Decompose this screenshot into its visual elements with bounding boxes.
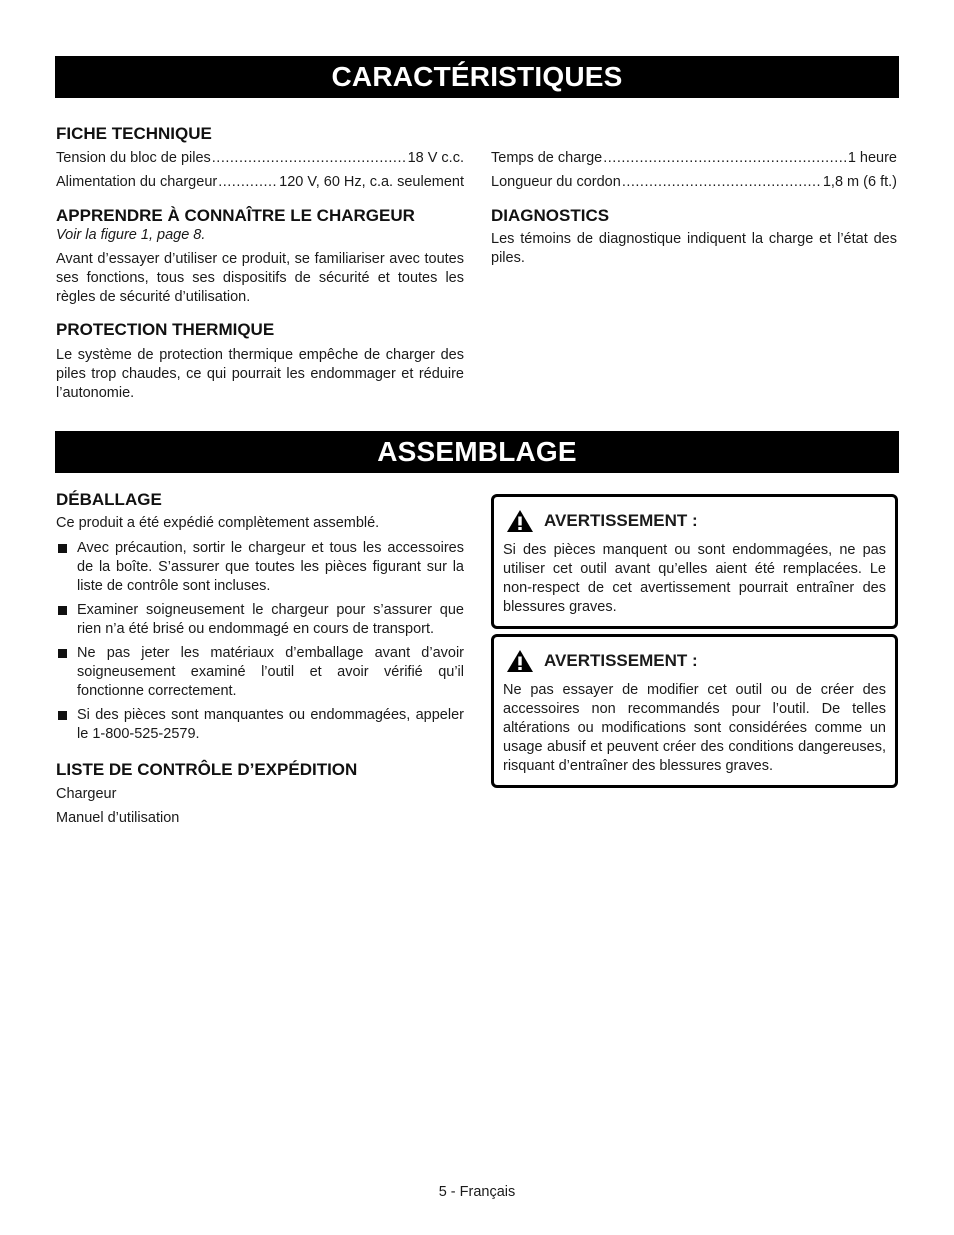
deballage-list — [56, 539, 464, 744]
bullet-square-icon — [58, 606, 67, 615]
list-item — [56, 644, 464, 701]
list-item-text: Avec précaution, sortir le chargeur et tous les accessoires de la boîte. S’assurer que toutes les pièces figurant sur la liste de contrôle sont incluses. — [77, 540, 464, 594]
bullet-square-icon — [58, 544, 67, 553]
leader-dots — [212, 146, 407, 170]
leader-dots — [603, 146, 847, 170]
deballage-intro: Ce produit a été expédié complètement assemblé. — [56, 515, 380, 531]
spec-value: 18 V c.c. — [407, 150, 464, 166]
deballage-section — [56, 490, 464, 830]
spec-row-temps — [491, 146, 897, 170]
warning-box-1 — [491, 494, 898, 629]
fiche-technique-right — [491, 146, 897, 268]
leader-dots — [218, 170, 278, 194]
deballage-heading: DÉBALLAGE — [56, 490, 162, 509]
figure-reference: Voir la figure 1, page 8. — [56, 227, 206, 243]
spec-label: Tension du bloc de piles — [56, 150, 211, 166]
spec-value: 1 heure — [847, 150, 897, 166]
spec-value: 120 V, 60 Hz, c.a. seulement — [279, 174, 464, 190]
warning-title: AVERTISSEMENT : — [544, 511, 698, 530]
liste-controle-heading: LISTE DE CONTRÔLE D’EXPÉDITION — [56, 760, 358, 779]
warning-text: Si des pièces manquent ou sont endommagées, ne pas utiliser cet outil avant qu’elles aient été remplacées. Le non-respect de cet avertissement pourrait entraîner des blessures graves. — [503, 542, 886, 615]
warning-header — [503, 649, 886, 673]
apprendre-heading: APPRENDRE À CONNAÎTRE LE CHARGEUR — [56, 206, 415, 225]
bullet-square-icon — [58, 711, 67, 720]
spec-row-alimentation — [56, 170, 464, 194]
spec-row-cordon — [491, 170, 897, 194]
spec-label: Longueur du cordon — [491, 174, 621, 190]
warning-header — [503, 509, 886, 533]
spec-label: Temps de charge — [491, 150, 603, 166]
spec-row-tension — [56, 146, 464, 170]
list-item-text: Examiner soigneusement le chargeur pour s’assurer que rien n’a été brisé ou endommagé en cours de transport. — [77, 602, 464, 637]
warning-box-2 — [491, 634, 898, 788]
liste-item-chargeur: Chargeur — [56, 786, 117, 802]
warning-triangle-icon — [506, 509, 534, 533]
list-item-text: Ne pas jeter les matériaux d’emballage avant d’avoir soigneusement examiné l’outil et avoir vérifié qu’il fonctionne correctement. — [77, 645, 464, 699]
bullet-square-icon — [58, 649, 67, 658]
warning-text: Ne pas essayer de modifier cet outil ou de créer des accessoires non recommandés pour l’outil. De telles altérations ou modifications sont considérées comme un usage abusif et peuvent créer des conditions dangereuses, risquant d’entraîner des blessures graves. — [503, 682, 886, 774]
spec-label: Alimentation du chargeur — [56, 174, 218, 190]
assemblage-banner: ASSEMBLAGE — [55, 431, 899, 473]
protection-thermique-heading: PROTECTION THERMIQUE — [56, 320, 275, 339]
fiche-technique-left — [56, 124, 464, 403]
apprendre-text: Avant d’essayer d’utiliser ce produit, se familiariser avec toutes ses fonctions, tous ses dispositifs de sécurité et toutes les règles de sécurité d’utilisation. — [56, 251, 464, 305]
fiche-technique-heading: FICHE TECHNIQUE — [56, 124, 212, 143]
protection-thermique-text: Le système de protection thermique empêche de charger des piles trop chaudes, ce qui pourrait les endommager et réduire l’autonomie. — [56, 347, 464, 401]
list-item — [56, 601, 464, 639]
diagnostics-text: Les témoins de diagnostique indiquent la charge et l’état des piles. — [491, 231, 897, 266]
list-item — [56, 706, 464, 744]
warning-title: AVERTISSEMENT : — [544, 651, 698, 670]
page-footer: 5 - Français — [438, 1184, 516, 1200]
caracteristiques-banner: CARACTÉRISTIQUES — [55, 56, 899, 98]
leader-dots — [622, 170, 822, 194]
spec-value: 1,8 m (6 ft.) — [822, 174, 897, 190]
liste-item-manuel: Manuel d’utilisation — [56, 810, 180, 826]
diagnostics-heading: DIAGNOSTICS — [491, 206, 610, 225]
list-item — [56, 539, 464, 596]
warning-triangle-icon — [506, 649, 534, 673]
list-item-text: Si des pièces sont manquantes ou endommagées, appeler le 1-800-525-2579. — [77, 707, 464, 742]
